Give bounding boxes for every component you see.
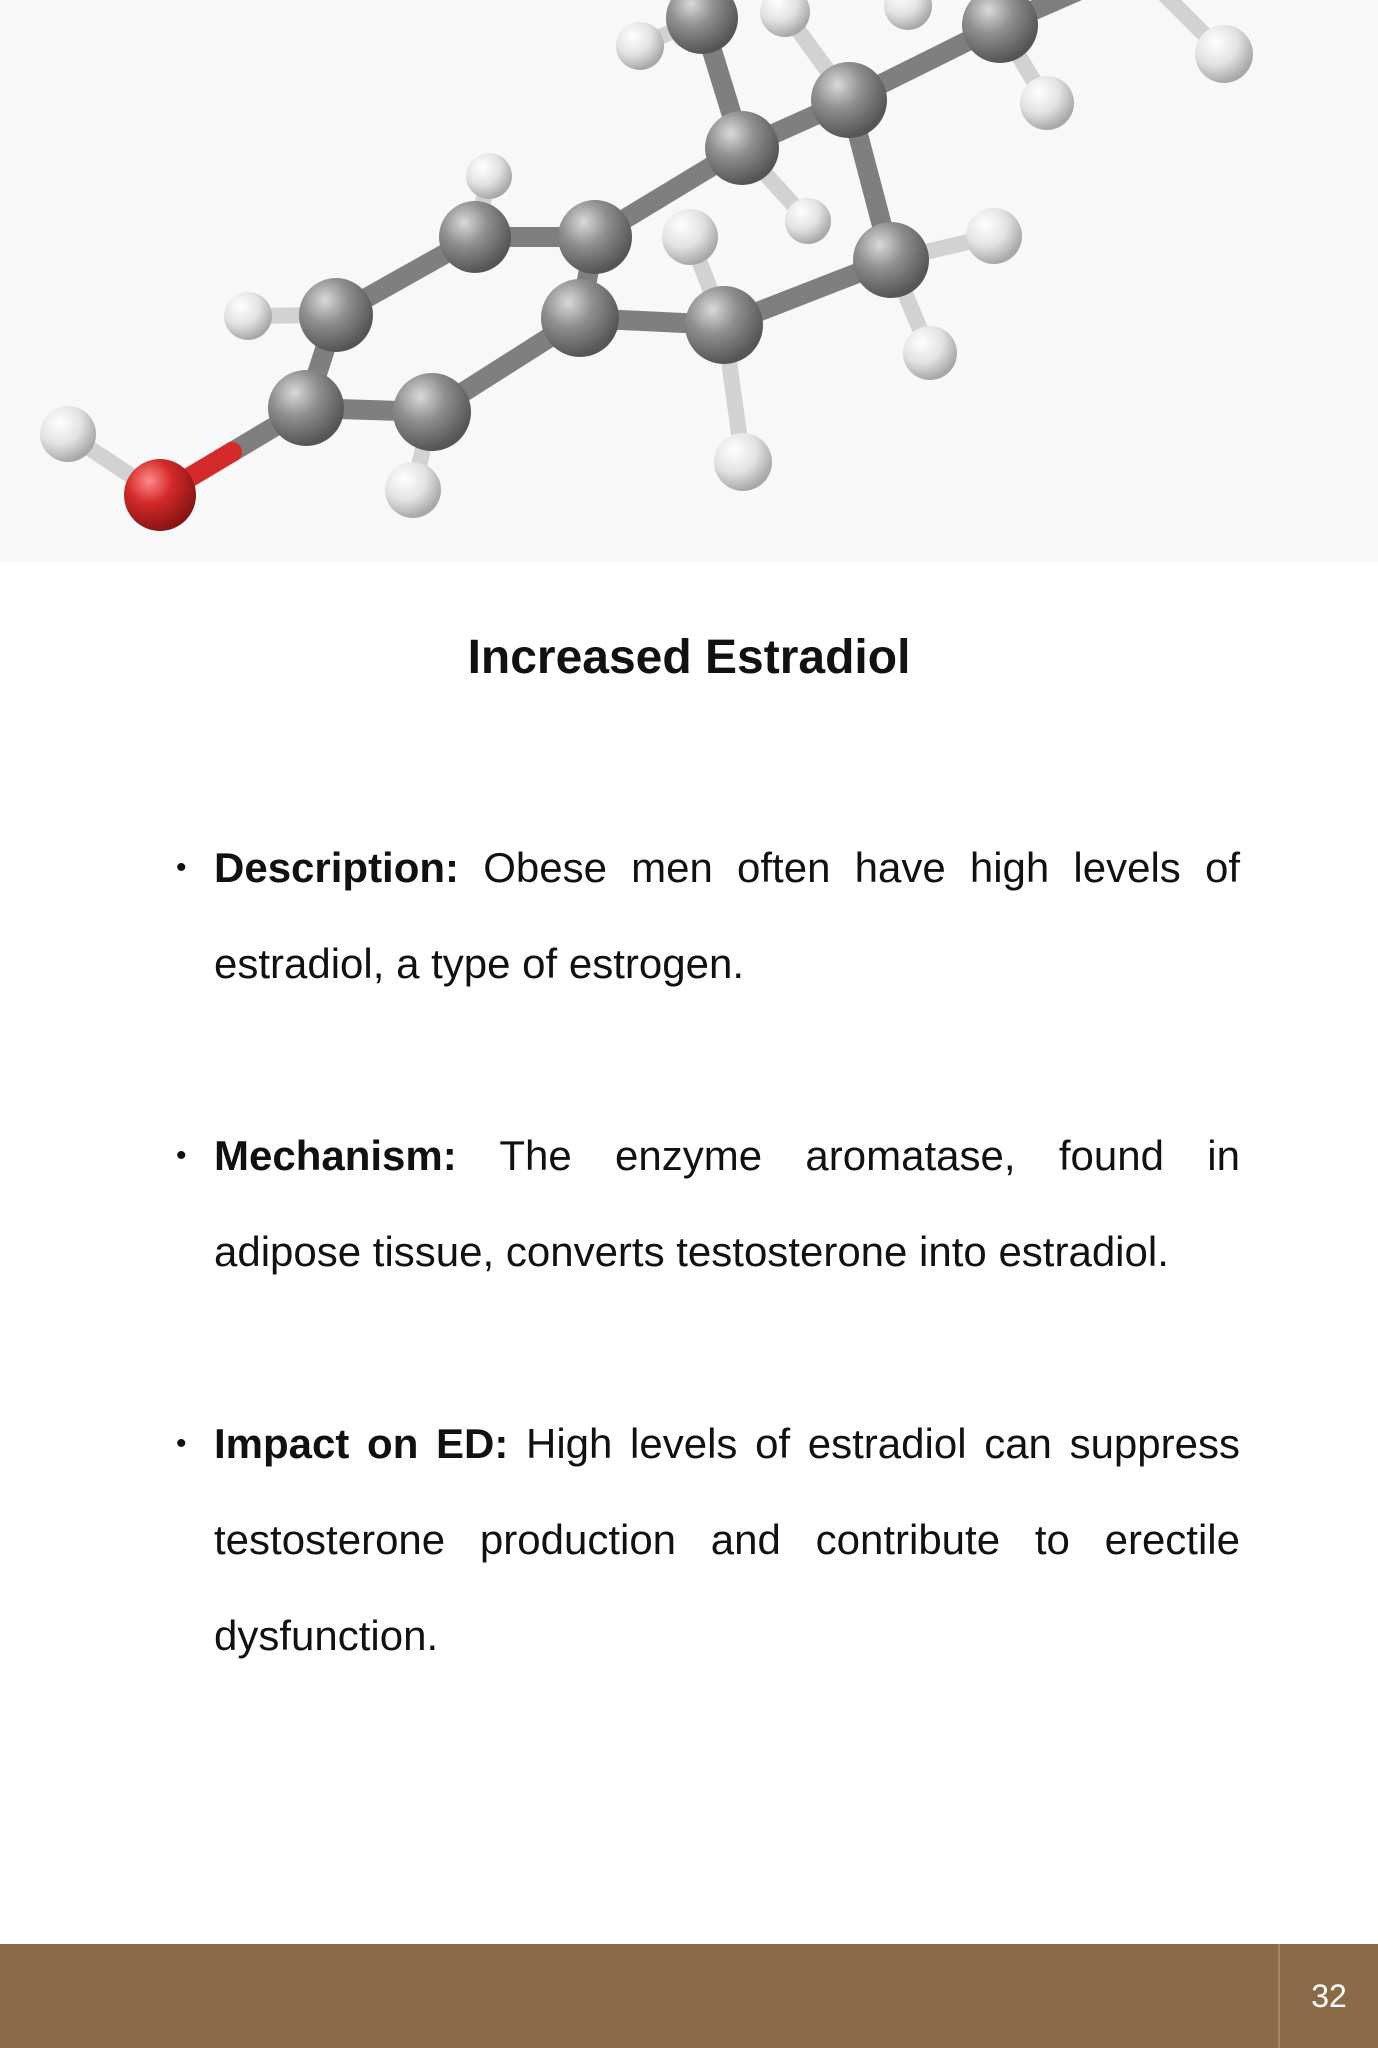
bullet-list: [176, 820, 1240, 1780]
bullet-label: Description:: [214, 844, 460, 891]
bullet-dot: •: [176, 1139, 187, 1172]
bullet-text: High levels of estradiol can suppress testosterone production and contribute to erectile dysfunction.: [214, 1420, 1240, 1659]
bullet-impact: [176, 1396, 1240, 1684]
page-number: 32: [1311, 1978, 1347, 2014]
bullet-label: Mechanism:: [214, 1132, 457, 1179]
carbon-bonds: [306, 0, 1080, 412]
molecule-image: [0, 0, 1378, 562]
oxygen-atom: [124, 459, 196, 531]
estradiol-molecule-illustration: [0, 0, 1378, 562]
hydrogen-bonds: [68, 0, 1224, 495]
bullet-dot: •: [176, 1427, 187, 1460]
bullet-text: The enzyme aromatase, found in adipose tissue, converts testosterone into estradiol.: [214, 1132, 1240, 1275]
slide-title: Increased Estradiol: [467, 631, 911, 684]
bullet-description: [176, 820, 1240, 1012]
hydrogen-atoms: [40, 0, 1253, 518]
footer-bar: [0, 1944, 1378, 2048]
bullet-mechanism: [176, 1108, 1240, 1300]
bullet-dot: •: [176, 851, 187, 884]
bullet-label: Impact on ED:: [214, 1420, 509, 1467]
bullet-text: Obese men often have high levels of estradiol, a type of estrogen.: [214, 844, 1241, 987]
